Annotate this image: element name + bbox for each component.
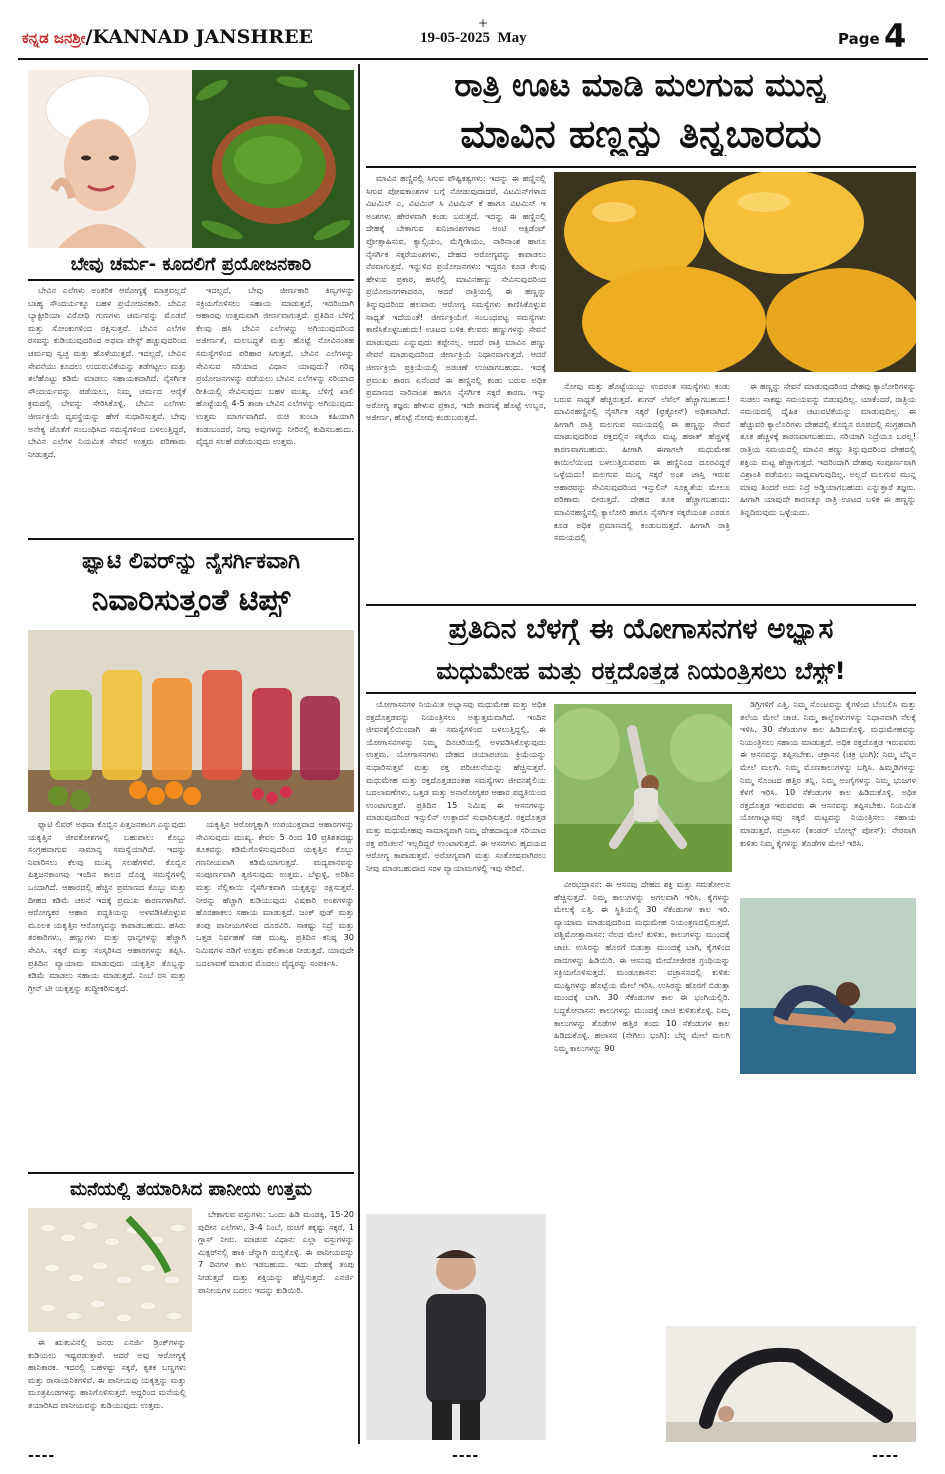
woman-towel-photo [28, 70, 192, 248]
water-text-col1: ಈ ಋತುವಿನಲ್ಲಿ ಜನರು ಎನರ್ಜಿ ಡ್ರಿಂಕ್‌ಗಳನ್ನು ಕುಡಿಯಲು ಇಷ್ಟಪಡುತ್ತಾರೆ. ಆದರೆ ಅವು ಆರೋಗ್ಯಕ್ಕೆ ಹಾನಿಕಾರಕ. ಇದರಲ್ಲಿ ಬಹಳಷ್ಟು ಸಕ್ಕರೆ, ಕೃತಕ ಬಣ್ಣಗಳು ಮತ್ತು ರಾಸಾಯನಿಕಗಳಿವೆ. ಈ ಪಾನೀಯವು ಯಕೃತ್ತನ್ನು ಮತ್ತು ಮೂತ್ರಪಿಂಡಗಳನ್ನು ಹಾನಿಗೊಳಿಸುತ್ತದೆ. ಆದ್ದರಿಂದ ಮನೆಯಲ್ಲಿ ತಯಾರಿಸಿದ ಪಾನೀಯವನ್ನು ಕುಡಿಯುವುದು ಉತ್ತಮ. [28, 1337, 186, 1410]
neem-text-col1: ಬೇವಿನ ಎಲೆಗಳು ಅಂತರಿಕ ಆರೋಗ್ಯಕ್ಕೆ ಮಾತ್ರವಲ್ಲದೆ ಬಾಹ್ಯ ಸೌಂದರ್ಯಕ್ಕೂ ಬಹಳ ಪ್ರಯೋಜನಕಾರಿ. ಬೇವಿನ ಬ್ಯಾಕ್ಟೀರಿಯಾ ವಿರೋಧಿ ಗುಣಗಳು ಚರ್ಮವನ್ನು ಮೊಡವೆ ಮತ್ತು ಸೋಂಕುಗಳಿಂದ ರಕ್ಷಿಸುತ್ತವೆ. ಬೇವಿನ ಎಲೆಗಳ ರಸವನ್ನು ಕುಡಿಯುವುದರಿಂದ ಅಥವಾ ಪೇಸ್ಟ್ ಹಚ್ಚುವುದರಿಂದ ಚರ್ಮವು ಸ್ವಚ್ಛ ಮತ್ತು ಹೊಳೆಯುತ್ತದೆ. ಇದಲ್ಲದೆ, ಬೇವಿನ ಸೇವನೆಯು ಕೂದಲು ಉದುರುವಿಕೆಯನ್ನು ತಡೆಗಟ್ಟಲು ಮತ್ತು ತಲೆಹೊಟ್ಟು ಕಡಿಮೆ ಮಾಡಲು ಸಹಾಯಕವಾಗಿದೆ. ನೈಸರ್ಗಿಕ ಸೌಂದರ್ಯವನ್ನು ಪಡೆಯಲು, ನಿಮ್ಮ ಚರ್ಮದ ಆರೈಕೆ ಕ್ರಮದಲ್ಲಿ ಬೇವನ್ನು ಸೇರಿಸಿಕೊಳ್ಳಿ. ಬೇವಿನ ಎಲೆಗಳು ಜೀರ್ಣಕ್ರಿಯೆ ವ್ಯವಸ್ಥೆಯನ್ನು ಹೇಗೆ ಸುಧಾರಿಸುತ್ತವೆ. ಬೇವು ಅನೇಕ್ಯ ಜೊತೆಗೆ ಸಂಬಂಧಿಸಿದ ಸಮಸ್ಯೆಗಳಿಂದ ಬಳಲುತ್ತಿದ್ದರೆ, ಬೇವಿನ ಎಲೆಗಳ ನಿಯಮಿತ ಸೇವನೆ ಉತ್ತಮ ಪರಿಣಾಮ ನೀಡುತ್ತದೆ. [28, 285, 186, 459]
mango-text-col1: ಮಾವಿನ ಹಣ್ಣಿನಲ್ಲಿ ಸಿಗುವ ಪೌಷ್ಟಿಕತ್ವಗಳು: ಇದನ್ನು ಈ ಹಣ್ಣಿನಲ್ಲಿ ಸಿಗುವ ಪೋಷಕಾಂಶಗಳ ಬಗ್ಗೆ ನೋಡುವುದಾದರೆ, ವಿಟಮಿನ್‌ಗಳಾದ ವಿಟಮಿನ್ ಎ, ವಿಟಮಿನ್ ಸಿ ವಿಟಮಿನ್ ಕೆ ಹಾಗೂ ವಿಟಮಿನ್ ಇ ಅಂಶಗಳು ಹೇರಳವಾಗಿ ಕಂಡು ಬರುತ್ತದೆ. ಇದನ್ನು ಈ ಹಣ್ಣಿನಲ್ಲಿ ದೇಹಕ್ಕೆ ಬೇಕಾಗುವ ಖನಿಜಾಂಶಗಳಾದ ಆಂಟಿ ಆಕ್ಸಿಡೆಂಟ್ ಪ್ರೋತ್ಸಾಹಿಸುವ, ಕ್ಯಾಲ್ಸಿಯಂ, ಮೆಗ್ನೀಶಿಯಂ, ನಾರಿನಾಂಶ ಹಾಗೂ ನೈಸರ್ಗಿಕ ಸಕ್ಕರೆಯಂಶಗಳು, ದೇಹದ ಆರೋಗ್ಯವನ್ನು ಕಾಪಾಡಲು ನೆರವಾಗುತ್ತದೆ. ಇನ್ನುಳಿದ ಪ್ರಯೋಜನಗಳು: ಇದ್ದರೂ ಕೂಡ ಕೆಲವು ಹೇಳುವ ಪ್ರಕಾರ, ಹಸಿರೆಲ್ಲಿ ಮಾವಿನಹಣ್ಣು ಸೇವಿಸುವುದರಿಂದ ಪ್ರಯೋಜನಗಳಾದರೂ, ಆದರೆ ರಾತ್ರಿಯಲ್ಲಿ ಈ ಹಣ್ಣನ್ನು ತಿನ್ನುವುದರಿಂದ ಹಲವಾರು ಆರೋಗ್ಯ ಸಮಸ್ಯೆಗಳು ಕಾಣಿಸಿಕೊಳ್ಳುವ ಸಾಧ್ಯತೆ ಇದೆಯಂತೆ! ಜೀರ್ಣಕ್ರಿಯೆಗೆ ಸಂಬಂಧಪಟ್ಟ ಸಮಸ್ಯೆಗಳು ಕಾಣಿಸಿಕೊಳ್ಳಬಹುದು! ಊಟದ ಬಳಿಕ ಕೆಲವರು ಹಣ್ಣುಗಳನ್ನು ಸೇವನೆ ಮಾಡುವುದು ಎನ್ನುವುದು ತಪ್ಪೇನಲ್ಲ. ಆದರೆ ರಾತ್ರಿ ಮಾವಿನ ಹಣ್ಣು ಸೇವನೆ ಮಾಡುವುದರಿಂದ ಜೀರ್ಣಕ್ರಿಯೆ ನಿಧಾನವಾಗುತ್ತದೆ. ಆದರೆ ಜೀರ್ಣಕ್ರಿಯೆ ಪ್ರಕ್ರಿಯೆಯಲ್ಲಿ ಅಡಚಣೆ ಉಂಟಾಗಬಹುದು. ಇದಕ್ಕೆ ಪ್ರಮುಖ ಕಾರಣ ಏನೆಂದರೆ ಈ ಹಣ್ಣಿನಲ್ಲಿ ಕಂಡು ಬರುವ ಅಧಿಕ ಪ್ರಮಾಣದ ನಾರಿನಾಂಶ ಹಾಗೂ ನೈಸರ್ಗಿಕ ಸಕ್ಕರೆ ಕಾರಣ. ಇನ್ನು ಅರೋಗ್ಯ ತಜ್ಞರು ಹೇಳುವ ಪ್ರಕಾರ, ಇದೇ ಕಾರಣಕ್ಕೆ ಹೊಟ್ಟೆ ಉಬ್ಬರ, ಅಜೀರ್ಣ, ಹೊಟ್ಟೆ ನೋವು ಕಂಡುಬರುತ್ತದೆ. [366, 173, 546, 423]
brand-english: /KANNAD JANSHREE [85, 26, 314, 48]
mango-body-col3 [740, 380, 916, 592]
fattyliver-body-col1 [28, 818, 186, 1170]
page-label: Page - [838, 30, 892, 48]
section-rule-water [28, 1172, 354, 1174]
water-text-col2: ಬೇಕಾಗುವ ವಸ್ತುಗಳು: ಒಂದು ಹಿಡಿ ಮಂಡಕ್ಕಿ, 15-20 ಪುದೀನ ಎಲೆಗಳು, 3-4 ನಿಂಬೆ, ರುಚಿಗೆ ತಕ್ಕಷ್ಟು ಸಕ್ಕರೆ, 1 ಗ್ಲಾಸ್ ನೀರು. ಮಾಡುವ ವಿಧಾನ: ಎಲ್ಲಾ ವಸ್ತುಗಳನ್ನು ಮಿಕ್ಸರ್‌ನಲ್ಲಿ ಹಾಕಿ ಚೆನ್ನಾಗಿ ರುಬ್ಬಿಕೊಳ್ಳಿ. ಈ ಪಾನೀಯವನ್ನು 7 ದಿನಗಳ ಕಾಲ ಇಡಬಹುದು. ಇದು ದೇಹಕ್ಕೆ ತಂಪು ನೀಡುತ್ತದೆ ಮತ್ತು ಶಕ್ತಿಯನ್ನು ಹೆಚ್ಚಿಸುತ್ತದೆ. ಎನರ್ಜಿ ಪಾನೀಯಗಳ ಬದಲು ಇದನ್ನು ಕುಡಿಯಿರಿ. [198, 1209, 354, 1295]
column-divider [358, 64, 360, 1444]
issue-date [420, 30, 527, 47]
month-text: May [497, 30, 527, 46]
neem-text-col2: ಇದಲ್ಲದೆ, ಬೇವು ಜೀರ್ಣಕಾರಿ ಕಿಣ್ವಗಳನ್ನು ಸಕ್ರಿಯಗೊಳಿಸಲು ಸಹಾಯ ಮಾಡುತ್ತದೆ, ಇದರಿಂದಾಗಿ ಆಹಾರವು ಉತ್ತಮವಾಗಿ ಜೀರ್ಣವಾಗುತ್ತದೆ. ಪ್ರತಿದಿನ ಬೆಳಿಗ್ಗೆ ಕೆಲವು ಹಸಿ ಬೇವಿನ ಎಲೆಗಳನ್ನು ಅಗಿಯುವುದರಿಂದ ಅಜೀರ್ಣತೆ, ಮಲಬದ್ಧತೆ ಮತ್ತು ಹೊಟ್ಟೆ ನೋವಿನಂತಹ ಸಮಸ್ಯೆಗಳಿಂದ ಪರಿಹಾರ ಸಿಗುತ್ತದೆ. ಬೇವಿನ ಎಲೆಗಳನ್ನು ಸೇವಿಸುವ ಸರಿಯಾದ ವಿಧಾನ ಯಾವುದು? ಗರಿಷ್ಠ ಪ್ರಯೋಜನಗಳನ್ನು ಪಡೆಯಲು ಬೇವಿನ ಎಲೆಗಳನ್ನು ಸರಿಯಾದ ರೀತಿಯಲ್ಲಿ ಸೇವಿಸುವುದು ಬಹಳ ಮುಖ್ಯ. ಬೆಳಿಗ್ಗೆ ಖಾಲಿ ಹೊಟ್ಟೆಯಲ್ಲಿ 4-5 ತಾಜಾ ಬೇವಿನ ಎಲೆಗಳನ್ನು ಅಗಿಯುವುದು ಉತ್ತಮ ಮಾರ್ಗವಾಗಿದೆ. ರುಚಿ ತುಂಬಾ ಕಹಿಯಾಗಿ ಕಂಡುಬಂದರೆ, ನೀವು ಅವುಗಳನ್ನು ನೀರಿನಲ್ಲಿ ಕುದಿಸಬಹುದು. ವೈದ್ಯರ ಸಲಹೆ ಪಡೆಯುವುದು ಉತ್ತಮ. [196, 285, 354, 447]
yoga-text-col2: ವೀರಭದ್ರಾಸನ: ಈ ಆಸನವು ದೇಹದ ಶಕ್ತಿ ಮತ್ತು ಸಮತೋಲನ ಹೆಚ್ಚಿಸುತ್ತದೆ. ನಿಮ್ಮ ಕಾಲುಗಳನ್ನು ಅಗಲವಾಗಿ ಇರಿಸಿ, ಕೈಗಳನ್ನು ಮೇಲಕ್ಕೆ ಎತ್ತಿ. ಈ ಸ್ಥಿತಿಯಲ್ಲಿ 30 ಸೆಕೆಂಡುಗಳ ಕಾಲ ಇರಿ. ವ್ಯಾಯಾಮ ಮಾಡುವುದರಿಂದ ಮಧುಮೇಹ ನಿಯಂತ್ರಣದಲ್ಲಿರುತ್ತದೆ. ಪಶ್ಚಿಮೋತ್ತಾನಾಸನ: ನೆಲದ ಮೇಲೆ ಕುಳಿತು, ಕಾಲುಗಳನ್ನು ಮುಂದಕ್ಕೆ ಚಾಚಿ. ಉಸಿರನ್ನು ಹೊರಗೆ ಬಿಡುತ್ತಾ ಮುಂದಕ್ಕೆ ಬಾಗಿ, ಕೈಗಳಿಂದ ಪಾದಗಳನ್ನು ಹಿಡಿಯಿರಿ. ಈ ಆಸನವು ಮೇದೋಜೀರಕ ಗ್ರಂಥಿಯನ್ನು ಸಕ್ರಿಯಗೊಳಿಸುತ್ತದೆ. ಮಂಡೂಕಾಸನ: ವಜ್ರಾಸನದಲ್ಲಿ ಕುಳಿತು ಮುಷ್ಟಿಗಳನ್ನು ಹೊಟ್ಟೆಯ ಮೇಲೆ ಇರಿಸಿ. ಉಸಿರನ್ನು ಹೊರಗೆ ಬಿಡುತ್ತಾ ಮುಂದಕ್ಕೆ ಬಾಗಿ. 30 ಸೆಕೆಂಡುಗಳ ಕಾಲ ಈ ಭಂಗಿಯಲ್ಲಿರಿ. ಬದ್ಧಕೋನಾಸನ: ಕಾಲುಗಳನ್ನು ಮುಂದಕ್ಕೆ ಚಾಚಿ ಕುಳಿತುಕೊಳ್ಳಿ. ನಿಮ್ಮ ಕಾಲುಗಳನ್ನು ತೊಡೆಗಳ ಹತ್ತಿರ ತಂದು 10 ಸೆಕೆಂಡುಗಳ ಕಾಲ ಹಿಡಿದುಕೊಳ್ಳಿ. ಹಲಾಸನ (ನೇಗಿಲು ಭಂಗಿ): ಬೆನ್ನ ಮೇಲೆ ಮಲಗಿ ನಿಮ್ಮ ಕಾಲುಗಳನ್ನು 90 [554, 879, 730, 1053]
yoga-text-col3: ಡಿಗ್ರಿಗಳಿಗೆ ಎತ್ತಿ. ನಿಮ್ಮ ಸೊಂಟವನ್ನು ಕೈಗಳಿಂದ ಬೆಂಬಲಿಸಿ ಮತ್ತು ತಲೆಯ ಮೇಲೆ ಚಾಚಿ. ನಿಮ್ಮ ಕಾಲ್ಬೆರಳುಗಳನ್ನು ನಿಧಾನವಾಗಿ ನೆಲಕ್ಕೆ ಇಳಿಸಿ. 30 ಸೆಕೆಂಡುಗಳ ಕಾಲ ಹಿಡಿದುಕೊಳ್ಳಿ. ಮಧುಮೇಹವನ್ನು ನಿಯಂತ್ರಿಸಲು ಸಹಾಯ ಮಾಡುತ್ತದೆ. ಅಧಿಕ ರಕ್ತದೊತ್ತಡ ಇರುವವರು ಈ ಆಸನವನ್ನು ತಪ್ಪಿಸಬೇಕು. ಚಕ್ರಾಸನ (ಚಕ್ರ ಭಂಗಿ): ನಿಮ್ಮ ಬೆನ್ನಿನ ಮೇಲೆ ಮಲಗಿ. ನಿಮ್ಮ ಮೊಣಕಾಲುಗಳನ್ನು ಬಗ್ಗಿಸಿ. ಹಿಮ್ಮಡಿಗಳನ್ನು ನಿಮ್ಮ ಸೊಂಟದ ಹತ್ತಿರ ತನ್ನಿ. ನಿಮ್ಮ ಅಂಗೈಗಳನ್ನು ನಿಮ್ಮ ಭುಜಗಳ ಕೆಳಗೆ ಇರಿಸಿ. 10 ಸೆಕೆಂಡುಗಳ ಕಾಲ ಹಿಡಿದುಕೊಳ್ಳಿ. ಅಧಿಕ ರಕ್ತದೊತ್ತಡ ಇರುವವರು ಈ ಆಸನವನ್ನು ತಪ್ಪಿಸಬೇಕು. ನಿಯಮಿತ ಯೋಗಾಭ್ಯಾಸವು ಸಕ್ಕರೆ ಮಟ್ಟವನ್ನು ನಿಯಂತ್ರಿಸಲು ಸಹಾಯ ಮಾಡುತ್ತದೆ. ವಜ್ರಾಸನ (ತಂಡರ್ ಬೋಲ್ಟ್ ಪೋಸ್): ನೇರವಾಗಿ ಕುಳಿತು ನಿಮ್ಮ ಕೈಗಳನ್ನು ತೊಡೆಗಳ ಮೇಲೆ ಇರಿಸಿ. [740, 699, 916, 848]
neem-headline: ಬೇವು ಚರ್ಮ- ಕೂದಲಿಗೆ ಪ್ರಯೋಜನಕಾರಿ [70, 255, 312, 275]
header-rule [18, 58, 928, 60]
mango-body-col2 [554, 380, 730, 592]
juice-bottles-photo [28, 630, 354, 812]
woman-forward-bend-photo [740, 898, 916, 1074]
section-rule-fattyliver [28, 538, 354, 540]
man-standing-photo [366, 1214, 546, 1440]
yoga-headline-2: ಮಧುಮೇಹ ಮತ್ತು ರಕ್ತದೊತ್ತಡ ನಿಯಂತ್ರಿಸಲು ಬೆಸ್ಟ್! [436, 658, 846, 685]
neem-body-col1 [28, 284, 186, 530]
neem-body-col2 [196, 284, 354, 530]
mango-body-col1 [366, 172, 546, 592]
mango-text-col3: ಈ ಹಣ್ಣನ್ನು ಸೇವನೆ ಮಾಡುವುದರಿಂದ ದೇಹವು ಕ್ಯಾಲೋರಿಗಳನ್ನು ಸುಡಲು ಸಾಕಷ್ಟು ಸಮಯವನ್ನು ಬಿಡುವುದಿಲ್ಲ. ಯಾಕೆಂದರೆ, ರಾತ್ರಿಯ ಸಮಯದಲ್ಲಿ ದೈಹಿಕ ಚಟುವಟಿಕೆಯನ್ನು ಮಾಡುವುದಿಲ್ಲ. ಈ ಹೆಚ್ಚುವರಿ ಕ್ಯಾಲೊರಿಗಳು ದೇಹದಲ್ಲಿ ಕೊಬ್ಬಿನ ರೂಪದಲ್ಲಿ ಸಂಗ್ರಹವಾಗಿ ತೂಕ ಹೆಚ್ಚಳಕ್ಕೆ ಕಾರಣವಾಗಬಹುದು. ಸರಿಯಾಗಿ ನಿದ್ರೆಯೂ ಬರಲ್ಲ! ರಾತ್ರಿಯ ಸಮಯದಲ್ಲಿ ಮಾವಿನ ಹಣ್ಣು ತಿನ್ನುವುದರಿಂದ ದೇಹದಲ್ಲಿ ಶಕ್ತಿಯ ಮಟ್ಟ ಹೆಚ್ಚಾಗುತ್ತದೆ. ಇದರಿಂದಾಗಿ ದೇಹವು ಸಂಪೂರ್ಣವಾಗಿ ವಿಶ್ರಾಂತಿ ಪಡೆಯಲು ಸಾಧ್ಯವಾಗುವುದಿಲ್ಲ. ಅಲ್ಲದೆ ಮಲಗುವ ಮುನ್ನ ಮಾವು ತಿಂದರೆ ಅದು ನಿದ್ರೆ ಅಡ್ಡಿಯಾಗಬಹುದು ಎನ್ನುತ್ತಾರೆ ತಜ್ಞರು. ಹೀಗಾಗಿ ಯಾವುದೇ ಕಾರಣಕ್ಕೂ ರಾತ್ರಿ ಊಟದ ಬಳಿಕ ಈ ಹಣ್ಣನ್ನು ತಿನ್ನದಿರುವುದು ಒಳ್ಳೆಯದು. [740, 381, 916, 517]
water-headline: ಮನೆಯಲ್ಲಿ ತಯಾರಿಸಿದ ಪಾನೀಯ ಉತ್ತಮ [69, 1180, 313, 1200]
fattyliver-text-col1: ಫ್ಯಾಟಿ ಲಿವರ್ ಅಥವಾ ಕೊಬ್ಬಿನ ಪಿತ್ತಜನಕಾಂಗ ಎನ್ನುವುದು ಯಕೃತ್ತಿನ ಜೀವಕೋಶಗಳಲ್ಲಿ ಬಹುಪಾಲು ಕೊಬ್ಬು ಸಂಗ್ರಹವಾಗುವ ಸಾಮಾನ್ಯ ಸಮಸ್ಯೆಯಾಗಿದೆ. ಇದನ್ನು ನಿವಾರಿಸಲು ಕೆಲವು ಮುಖ್ಯ ಸಲಹೆಗಳಿವೆ. ಕೊಬ್ಬಿನ ಪಿತ್ತಜನಕಾಂಗವು ಇಂದಿನ ಕಾಲದ ದೊಡ್ಡ ಸಮಸ್ಯೆಗಳಲ್ಲಿ ಒಂದಾಗಿದೆ. ಆಹಾರದಲ್ಲಿ ಹೆಚ್ಚಿನ ಪ್ರಮಾಣದ ಕೊಬ್ಬು ಮತ್ತು ದೀಹದ ಕಡಿಮೆ ಚಲನೆ ಇದಕ್ಕೆ ಪ್ರಮುಖ ಕಾರಣಗಳಾಗಿವೆ. ಆರೋಗ್ಯಕರ ಆಹಾರ ಪದ್ಧತಿಯನ್ನು ಅಳವಡಿಸಿಕೊಳ್ಳುವ ಮೂಲಕ ಯಕೃತ್ತಿನ ಆರೋಗ್ಯವನ್ನು ಕಾಪಾಡಬಹುದು. ಹಸಿರು ತರಕಾರಿಗಳು, ಹಣ್ಣುಗಳು ಮತ್ತು ಧಾನ್ಯಗಳನ್ನು ಹೆಚ್ಚಾಗಿ ಸೇವಿಸಿ. ಸಕ್ಕರೆ ಮತ್ತು ಸಂಸ್ಕರಿಸಿದ ಆಹಾರಗಳನ್ನು ತಪ್ಪಿಸಿ. ಪ್ರತಿದಿನ ವ್ಯಾಯಾಮ ಮಾಡುವುದು ಯಕೃತ್ತಿನ ಕೊಬ್ಬನ್ನು ಕಡಿಮೆ ಮಾಡಲು ಸಹಾಯ ಮಾಡುತ್ತದೆ. ನಿಂಬೆ ರಸ ಮತ್ತು ಗ್ರೀನ್ ಟೀ ಯಕೃತ್ತನ್ನು ಶುದ್ಧೀಕರಿಸುತ್ತದೆ. [28, 819, 186, 993]
footer-left-mark: ---- [28, 1448, 56, 1464]
water-body-col2 [198, 1208, 354, 1440]
yoga-body-col3 [740, 698, 916, 888]
fattyliver-text-col2: ಯಕೃತ್ತಿನ ಆರೋಗ್ಯಕ್ಕಾಗಿ ಉಪಯುಕ್ತವಾದ ಆಹಾರಗಳನ್ನು ಸೇವಿಸುವುದು ಮುಖ್ಯ. ಕೇವಲ 5 ರಿಂದ 10 ಪ್ರತಿಶತದಷ್ಟು ತೂಕವನ್ನು ಕಡಿಮೆಗೊಳಿಸುವುದರಿಂದ ಯಕೃತ್ತಿನ ಕೊಬ್ಬು ಗಣನೀಯವಾಗಿ ಕಡಿಮೆಯಾಗುತ್ತದೆ. ಮದ್ಯಪಾನವನ್ನು ಸಂಪೂರ್ಣವಾಗಿ ತ್ಯಜಿಸುವುದು ಉತ್ತಮ. ಬೆಳ್ಳುಳ್ಳಿ, ಅರಿಶಿನ ಮತ್ತು ನೆಲ್ಲಿಕಾಯಿ ನೈಸರ್ಗಿಕವಾಗಿ ಯಕೃತ್ತನ್ನು ರಕ್ಷಿಸುತ್ತವೆ. ನೀರನ್ನು ಹೆಚ್ಚಾಗಿ ಕುಡಿಯುವುದು ವಿಷಕಾರಿ ಅಂಶಗಳನ್ನು ಹೊರಹಾಕಲು ಸಹಾಯ ಮಾಡುತ್ತದೆ. ಜಂಕ್ ಫುಡ್ ಮತ್ತು ತಂಪು ಪಾನೀಯಗಳಿಂದ ದೂರವಿರಿ. ಸಾಕಷ್ಟು ನಿದ್ರೆ ಮತ್ತು ಒತ್ತಡ ನಿರ್ವಹಣೆ ಸಹ ಮುಖ್ಯ. ಪ್ರತಿದಿನ ಕನಿಷ್ಠ 30 ನಿಮಿಷಗಳ ನಡಿಗೆ ಉತ್ತಮ ಫಲಿತಾಂಶ ನೀಡುತ್ತದೆ. ಯಾವುದೇ ಬದಲಾವಣೆ ಮಾಡುವ ಮೊದಲು ವೈದ್ಯರನ್ನು ಸಂಪರ್ಕಿಸಿ. [196, 819, 354, 968]
neem-headline-rule [28, 279, 354, 281]
man-triangle-pose-photo [554, 704, 732, 872]
mango-text-col2: ನೋವು ಮತ್ತು ಹೊಟ್ಟೆಯುಬ್ಬು ಉದರಂತ ಸಮಸ್ಯೆಗಳು ಕಂಡು ಬರುವ ಸಾಧ್ಯತೆ ಹೆಚ್ಚಿರುತ್ತದೆ. ಶುಗರ್ ಲೆವೆಲ್ ಹೆಚ್ಚಾಗಬಹುದು! ಮಾವಿನಹಣ್ಣಿನಲ್ಲಿ ನೈಸರ್ಗಿಕ ಸಕ್ಕರೆ (ಫ್ರಕ್ಟೋಸ್) ಅಧಿಕವಾಗಿದೆ. ಹೀಗಾಗಿ ರಾತ್ರಿ ಮಲಗುವ ಸಮಯದಲ್ಲಿ ಈ ಹಣ್ಣನ್ನು ಸೇವನೆ ಮಾಡುವುದರಿಂದ ರಕ್ತದಲ್ಲಿನ ಸಕ್ಕರೆಯ ಮಟ್ಟ ಹಠಾತ್ ಹೆಚ್ಚಳಕ್ಕೆ ಕಾರಣವಾಗಬಹುದು. ಹೀಗಾಗಿ ಈಗಾಗಲೇ ಮಧುಮೇಹ ಕಾಯಿಲೆಯಿಂದ ಬಳಲುತ್ತಿರುವವರು ಈ ಹಣ್ಣಿನಿಂದ ದೂರವಿದ್ದರೆ ಒಳ್ಳೆಯದು! ಮಲಗುವ ಮುನ್ನ ಸಕ್ಕರೆ ಅಂಶ ಜಾಸ್ತಿ ಇರುವ ಆಹಾರವನ್ನು ಸೇವಿಸುವುದರಿಂದ ಇನ್ಸುಲಿನ್ ಸೂಕ್ಷ್ಮತೆಯ ಮೇಲೂ ಪರಿಣಾಮ ಬೀರುತ್ತದೆ. ದೇಹದ ತೂಕ ಹೆಚ್ಚಾಗಬಹುದು: ಮಾವಿನಹಣ್ಣಿನಲ್ಲಿ ಕ್ಯಾಲೋರಿ ಹಾಗೂ ನೈಸರ್ಗಿಕ ಸಕ್ಕರೆಯಂಶ ಎರಡೂ ಕೂಡ ಅಧಿಕ ಪ್ರಮಾಣದಲ್ಲಿ ಕಂಡುಬರುತ್ತದೆ. ಹೀಗಾಗಿ ರಾತ್ರಿ ಸಮಯದಲ್ಲಿ [554, 381, 730, 543]
fattyliver-body-col2 [196, 818, 354, 1170]
date-text: 19-05-2025 [420, 30, 490, 46]
footer-center-mark: ---- [452, 1448, 480, 1464]
yoga-headline-rule [366, 692, 916, 694]
footer-right-mark: ---- [872, 1448, 900, 1464]
mango-photo [554, 172, 916, 372]
mango-headline-rule [366, 166, 916, 168]
puffed-rice-photo [28, 1208, 192, 1332]
woman-plough-pose-photo [666, 1326, 916, 1442]
registration-mark-top: + [478, 16, 489, 30]
neem-paste-photo [192, 70, 354, 248]
fattyliver-headline-1: ಫ್ಯಾಟಿ ಲಿವರ್‌ನ್ನು ನೈಸರ್ಗಿಕವಾಗಿ [81, 550, 301, 574]
water-body-col1 [28, 1336, 186, 1440]
yoga-headline-1: ಪ್ರತಿದಿನ ಬೆಳಗ್ಗೆ ಈ ಯೋಗಾಸನಗಳ ಅಭ್ಯಾಸ [448, 614, 834, 645]
fattyliver-headline-2: ನಿವಾರಿಸುತ್ತಂತೆ ಟಿಪ್ಸ್ [91, 584, 291, 617]
page-number: 4 [884, 17, 907, 55]
brand-kannada: ಕನ್ನಡ ಜನಶ್ರೀ [22, 29, 86, 47]
mango-headline-2: ಮಾವಿನ ಹಣ್ಣನ್ನು ತಿನ್ನಬಾರದು [460, 114, 822, 156]
mango-headline-1: ರಾತ್ರಿ ಊಟ ಮಾಡಿ ಮಲಗುವ ಮುನ್ನ [454, 68, 828, 104]
section-rule-yoga [366, 604, 916, 606]
yoga-text-col1: ಯೋಗಾಸನಗಳ ನಿಯಮಿತ ಅಭ್ಯಾಸವು ಮಧುಮೇಹ ಮತ್ತು ಅಧಿಕ ರಕ್ತದೊತ್ತಡವನ್ನು ನಿಯಂತ್ರಿಸಲು ಅತ್ಯುತ್ತಮವಾಗಿದೆ. ಇಂದಿನ ಜೀವನಶೈಲಿಯಿಂದಾಗಿ ಈ ಸಮಸ್ಯೆಗಳಿಂದ ಬಳಲುತ್ತಿದ್ದಲ್ಲಿ, ಈ ಯೋಗಾಸನಗಳನ್ನು ನಿಮ್ಮ ದಿನಚರಿಯಲ್ಲಿ ಅಳವಡಿಸಿಕೊಳ್ಳುವುದು ಉತ್ತಮ. ಯೋಗಾಸನಗಳು ದೇಹದ ಚಯಾಪಚಯ ಕ್ರಿಯೆಯನ್ನು ಸುಧಾರಿಸುತ್ತವೆ ಮತ್ತು ರಕ್ತ ಪರಿಚಲನೆಯನ್ನು ಹೆಚ್ಚಿಸುತ್ತವೆ. ಮಧುಮೇಹ ಮತ್ತು ರಕ್ತದೊತ್ತಡದಂತಹ ಸಮಸ್ಯೆಗಳು ಜೀವನಶೈಲಿಯ ಬದಲಾವಣೆಗಳು, ಒತ್ತಡ ಮತ್ತು ಅನಾರೋಗ್ಯಕರ ಆಹಾರ ಪದ್ಧತಿಯಿಂದ ಉಂಟಾಗುತ್ತವೆ. ಪ್ರತಿದಿನ 15 ನಿಮಿಷ ಈ ಆಸನಗಳನ್ನು ಮಾಡುವುದರಿಂದ ಇನ್ಸುಲಿನ್ ಉತ್ಪಾದನೆ ಸುಧಾರಿಸುತ್ತದೆ. ರಕ್ತದೊತ್ತಡ ಮತ್ತು ಮಧುಮೇಹವು ಸಾಮಾನ್ಯವಾಗಿ ನಿಮ್ಮ ದೇಹದಾದ್ಯಂತ ಸರಿಯಾದ ರಕ್ತ ಪರಿಚಲನೆ ಇಲ್ಲದಿದ್ದರೆ ಉಂಟಾಗುತ್ತದೆ. ಈ ಆಸನಗಳು ಹೃದಯದ ಆರೋಗ್ಯ ಕಾಪಾಡುತ್ತವೆ. ಅರೋಗ್ಯವಾಗಿ ಮತ್ತು ಸಂತೋಷವಾಗಿರಲು ನೀವು ಮಾಡಬಹುದಾದ ಸರಳ ವ್ಯಾಯಾಮಗಳಲ್ಲಿ ಇವು ಸೇರಿವೆ. [366, 699, 546, 873]
masthead [22, 26, 313, 48]
